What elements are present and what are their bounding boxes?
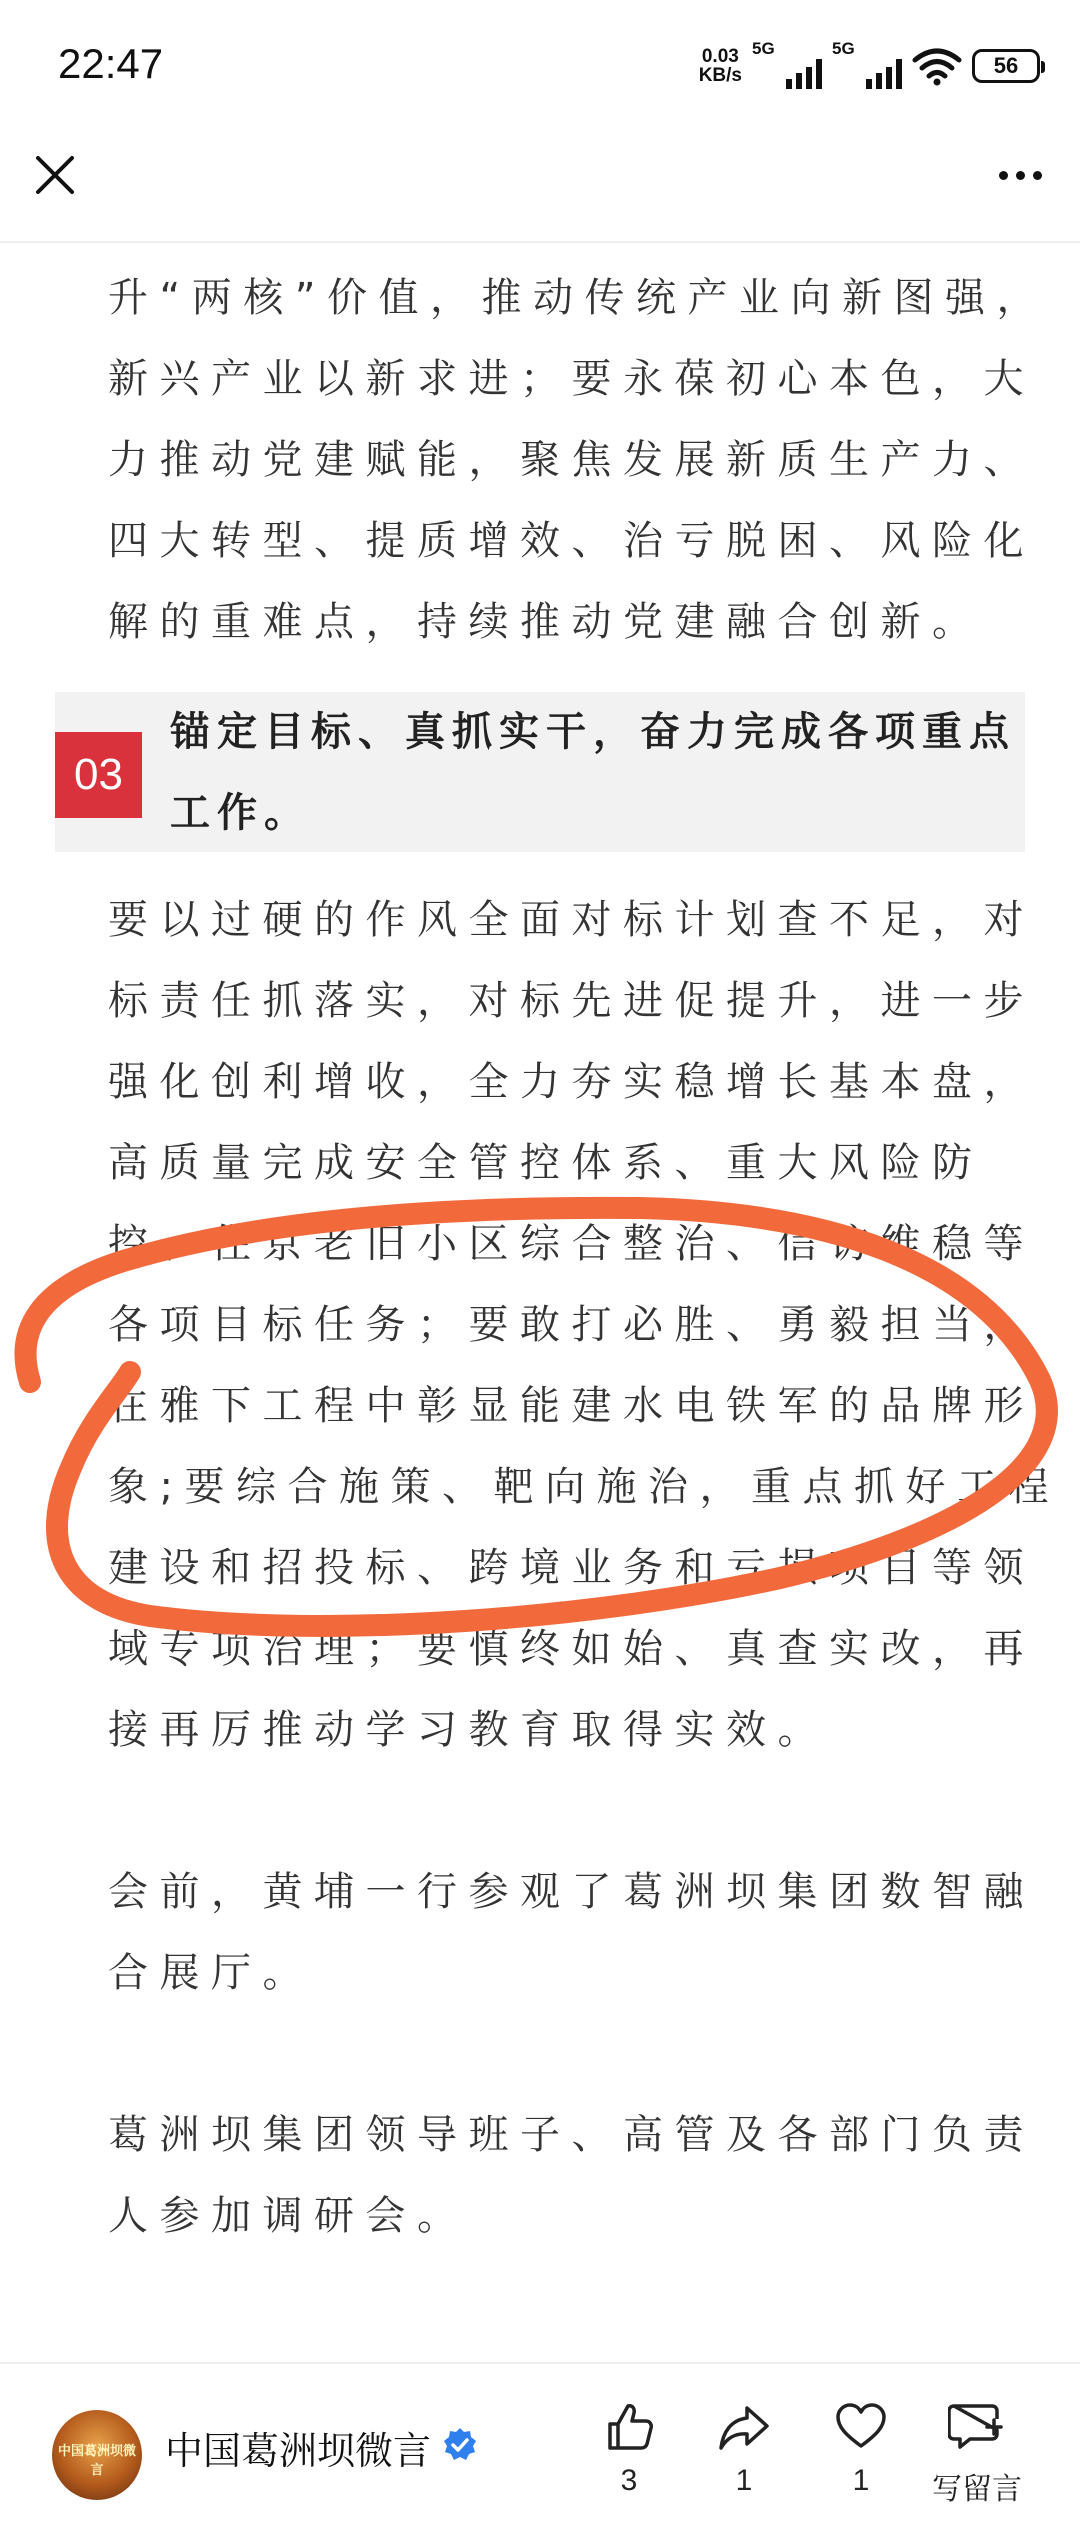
body-paragraph	[108, 880, 1060, 1771]
thumbs-up-icon	[602, 2400, 656, 2454]
text-line: 新兴产业以新求进；要永葆初心本色，大	[108, 356, 1035, 402]
status-time: 22:47	[58, 40, 164, 87]
article-body-cont	[108, 880, 1060, 2257]
write-comment-button[interactable]	[922, 2400, 1032, 2508]
text-line: 人参加调研会。	[108, 2193, 469, 2239]
share-button[interactable]	[689, 2400, 799, 2498]
like-button[interactable]	[574, 2400, 684, 2498]
text-line: 要以过硬的作风全面对标计划查不足，对	[108, 897, 1035, 943]
text-line: 控、住京老旧小区综合整治、信访维稳等	[108, 1221, 1035, 1267]
text-line: 象;要综合施策、靶向施治，重点抓好工程	[108, 1464, 1060, 1510]
signal-sim2-icon	[832, 39, 902, 89]
attendees-paragraph	[108, 2095, 1035, 2257]
text-line: 会前，黄埔一行参观了葛洲坝集团数智融	[108, 1869, 1035, 1915]
text-line: 四大转型、提质增效、治亏脱困、风险化	[108, 518, 1035, 564]
comment-add-icon	[948, 2400, 1006, 2454]
text-line: 解的重难点，持续推动党建融合创新。	[108, 599, 984, 645]
text-line: 力推动党建赋能，聚焦发展新质生产力、	[108, 437, 1035, 483]
sim2-label: 5G	[832, 39, 855, 58]
text-line: 合展厅。	[108, 1950, 314, 1996]
like-count: 3	[620, 2464, 638, 2497]
status-indicators	[698, 39, 1040, 88]
section-title-line: 工作。	[170, 790, 311, 836]
section-title	[170, 692, 1016, 854]
network-speed-value: 0.03	[701, 46, 739, 67]
verified-badge-icon	[441, 2426, 479, 2464]
battery-icon	[972, 49, 1040, 83]
text-line: 建设和招投标、跨境业务和亏损项目等领	[108, 1545, 1035, 1591]
text-line: 高质量完成安全管控体系、重大风险防	[108, 1140, 984, 1186]
heart-icon	[834, 2400, 888, 2454]
text-line: 葛洲坝集团领导班子、高管及各部门负责	[108, 2112, 1035, 2158]
top-bar	[0, 130, 1080, 240]
intro-paragraph	[108, 258, 1048, 663]
text-line: 强化创利增收，全力夯实稳增长基本盘，	[108, 1059, 1035, 1105]
signal-sim1-icon	[752, 39, 822, 89]
text-line: 各项目标任务；要敢打必胜、勇毅担当，	[108, 1302, 1035, 1348]
share-arrow-icon	[717, 2400, 771, 2454]
close-icon[interactable]	[30, 150, 80, 200]
status-bar	[0, 0, 1080, 130]
bottom-bar	[0, 2362, 1080, 2522]
battery-level: 56	[993, 53, 1019, 78]
article-body	[108, 258, 1048, 663]
account-name[interactable]: 中国葛洲坝微言	[165, 2429, 432, 2473]
network-speed	[699, 47, 742, 85]
favorite-count: 1	[852, 2464, 870, 2497]
text-line: 在雅下工程中彰显能建水电铁军的品牌形	[108, 1383, 1035, 1429]
share-count: 1	[735, 2464, 753, 2497]
more-options-icon[interactable]	[990, 150, 1050, 200]
text-line: 域专项治理；要慎终如始、真查实改，再	[108, 1626, 1035, 1672]
comment-label: 写留言	[932, 2473, 1022, 2506]
text-line: 标责任抓落实，对标先进促提升，进一步	[108, 978, 1035, 1024]
sim1-label: 5G	[752, 39, 775, 58]
favorite-button[interactable]	[806, 2400, 916, 2498]
top-divider	[0, 241, 1080, 243]
text-line: 升“两核”价值，推动传统产业向新图强，	[108, 275, 1048, 321]
network-speed-unit: KB/s	[698, 65, 742, 86]
section-title-line: 锚定目标、真抓实干，奋力完成各项重点	[170, 709, 1016, 755]
visit-paragraph	[108, 1852, 1035, 2014]
text-line: 接再厉推动学习教育取得实效。	[108, 1707, 829, 1753]
section-number-badge: 03	[55, 732, 142, 818]
account-avatar[interactable]	[52, 2410, 142, 2500]
avatar-logo-text: 中国葛洲坝微言	[57, 2444, 136, 2478]
wifi-icon	[912, 46, 962, 86]
